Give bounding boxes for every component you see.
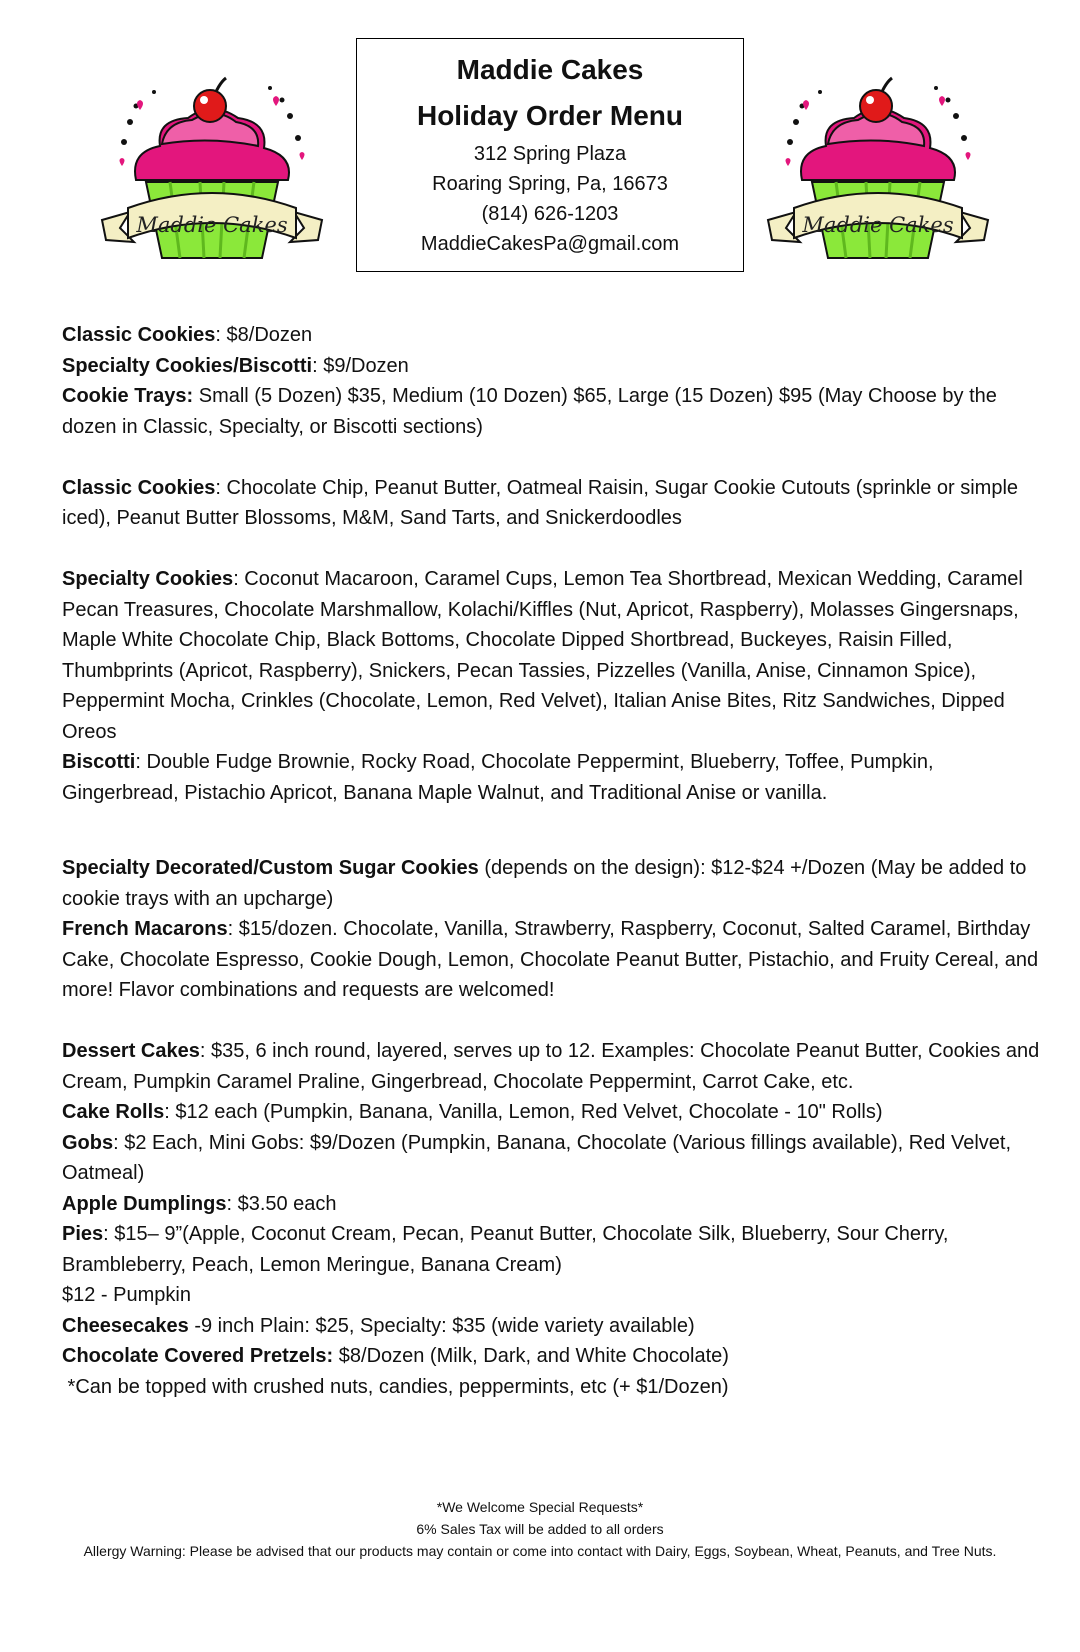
classic-price-line [62,320,1052,351]
maddie-cakes-logo-left [100,62,324,286]
allergy-warning: Allergy Warning: Please be advised that our products may contain or come into contact with Dairy, Eggs, Soybean, Wheat, Peanuts, and Tree Nuts. [83,1543,997,1559]
apple-dumplings-label: Apple Dumplings [62,1192,227,1215]
cookie-trays-text: Small (5 Dozen) $35, Medium (10 Dozen) $65, Large (15 Dozen) $95 (May Choose by the dozen in Classic, Specialty, or Biscotti sections) [62,385,997,438]
biscotti-label: Biscotti [62,751,136,773]
gobs-label: Gobs [62,1131,114,1154]
macarons-line [62,914,1052,1006]
email-address: MaddieCakesPa@gmail.com [420,233,680,255]
classic-cookies-label: Classic Cookies [62,476,216,499]
maddie-cakes-logo-right [766,62,990,286]
menu-body [62,320,1052,1402]
decorated-cookies-text: (depends on the design): $12-$24 +/Dozen (May be added to cookie trays with an upcharge) [62,857,1027,910]
pies-line [62,1219,1052,1280]
specialty-cookies-text: : Coconut Macaroon, Caramel Cups, Lemon Tea Shortbread, Mexican Wedding, Caramel Pecan Treasures, Chocolate Marshmallow, Kolachi/Kiffles (Nut, Apricot, Raspberry), Molasses Gingersnaps, Maple White Chocolate Chip, Black Bottoms, Chocolate Dipped Shortbread, Buckeyes, Raisin Filled, Thumbprints (Apricot, Raspberry), Snickers, Pecan Tassies, Pizzelles (Vanilla, Anise, Cinnamon Spice), Peppermint Mocha, Crinkles (Chocolate, Lemon, Red Velvet), Italian Anise Bites, Ritz Sandwiches, Dipped Oreos [62,568,1023,743]
pies-text: : $15– 9”(Apple, Coconut Cream, Pecan, Peanut Butter, Chocolate Silk, Blueberry, Sour Cherry, Brambleberry, Peach, Lemon Meringue, Banana Cream) [62,1223,949,1276]
logo-text: Maddie Cakes [136,213,288,237]
header-box [356,38,744,272]
decorated-cookies-line [62,853,1052,914]
specialty-price-value: : $9/Dozen [312,354,409,377]
classic-price-label: Classic Cookies [62,324,216,346]
pretzels-line [62,1341,1052,1372]
cookie-trays-label: Cookie Trays: [62,385,194,407]
classic-cookies-text: : Chocolate Chip, Peanut Butter, Oatmeal Raisin, Sugar Cookie Cutouts (sprinkle or simple iced), Peanut Butter Blossoms, M&M, Sand Tarts, and Snickerdoodles [62,476,1019,529]
gobs-line [62,1128,1052,1189]
dessert-cakes-line [62,1036,1052,1097]
cheesecakes-label: Cheesecakes [62,1314,189,1337]
macarons-label: French Macarons [62,918,228,940]
classic-price-value: : $8/Dozen [215,324,313,346]
footer [40,1496,1040,1562]
business-name: Maddie Cakes [456,54,644,85]
dessert-cakes-label: Dessert Cakes [62,1040,200,1062]
pies-label: Pies [62,1223,104,1245]
menu-title: Holiday Order Menu [416,100,684,131]
topping-note: *Can be topped with crushed nuts, candies, peppermints, etc (+ $1/Dozen) [62,1375,729,1398]
pumpkin-pie-line: $12 - Pumpkin [62,1284,191,1306]
cake-rolls-text: : $12 each (Pumpkin, Banana, Vanilla, Lemon, Red Velvet, Chocolate - 10" Rolls) [164,1101,883,1123]
pretzels-text: $8/Dozen (Milk, Dark, and White Chocolate) [333,1345,729,1367]
macarons-text: : $15/dozen. Chocolate, Vanilla, Strawberry, Raspberry, Coconut, Salted Caramel, Birthday Cake, Chocolate Espresso, Cookie Dough, Lemon, Chocolate Peanut Butter, Pistachio, and Fruity Cereal, and more! Flavor combinations and requests are welcomed! [62,918,1039,1001]
special-requests-note: *We Welcome Special Requests* [436,1499,644,1515]
dessert-cakes-text: : $35, 6 inch round, layered, serves up to 12. Examples: Chocolate Peanut Butter, Cookies and Cream, Pumpkin Caramel Praline, Gingerbread, Chocolate Peppermint, Carrot Cake, etc. [62,1040,1040,1093]
specialty-cookies-list [62,564,1052,747]
cake-rolls-label: Cake Rolls [62,1101,165,1123]
cookie-trays-line [62,381,1052,442]
cheesecakes-line [62,1311,1052,1342]
address-line-1: 312 Spring Plaza [473,143,627,165]
address-line-2: Roaring Spring, Pa, 16673 [432,173,668,195]
specialty-cookies-label: Specialty Cookies [62,568,234,590]
cheesecakes-text: -9 inch Plain: $25, Specialty: $35 (wide variety available) [188,1314,695,1337]
apple-dumplings-text: : $3.50 each [226,1192,337,1215]
cake-rolls-line [62,1097,1052,1128]
gobs-text: : $2 Each, Mini Gobs: $9/Dozen (Pumpkin, Banana, Chocolate (Various fillings available), Red Velvet, Oatmeal) [62,1131,1012,1184]
specialty-price-line [62,351,1052,382]
classic-cookies-list [62,473,1052,534]
phone-number: (814) 626-1203 [481,203,619,225]
sales-tax-note: 6% Sales Tax will be added to all orders [416,1521,664,1537]
biscotti-text: : Double Fudge Brownie, Rocky Road, Chocolate Peppermint, Blueberry, Toffee, Pumpkin, Gingerbread, Pistachio Apricot, Banana Maple Walnut, and Traditional Anise or vanilla. [62,751,934,804]
pretzels-label: Chocolate Covered Pretzels: [62,1345,334,1367]
logo-text: Maddie Cakes [802,213,954,237]
biscotti-list [62,747,1052,808]
apple-dumplings-line [62,1189,1052,1220]
specialty-price-label: Specialty Cookies/Biscotti [62,354,313,377]
decorated-cookies-label: Specialty Decorated/Custom Sugar Cookies [62,857,479,879]
